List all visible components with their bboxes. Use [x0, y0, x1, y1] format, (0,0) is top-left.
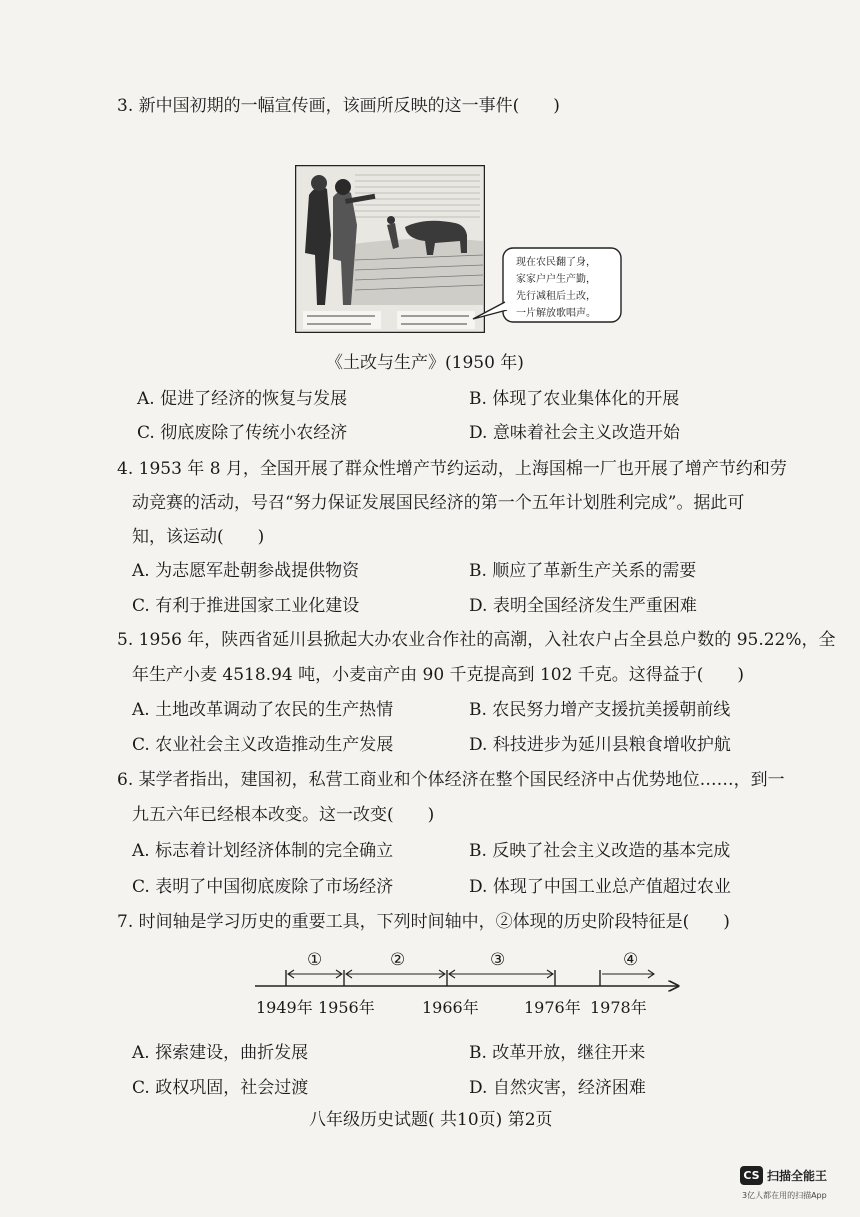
- timeline-segment-2: ②: [390, 950, 406, 970]
- q4-option-a[interactable]: A. 为志愿军赴朝参战提供物资: [132, 561, 360, 581]
- timeline-year: 1976年: [524, 998, 581, 1017]
- image-caption: 《土改与生产》(1950 年): [326, 353, 524, 373]
- q6-stem-line: 九五六年已经根本改变。这一改变( ): [132, 805, 435, 825]
- q4-option-d[interactable]: D. 表明全国经济发生严重困难: [469, 596, 697, 616]
- bubble-line: 先行减租后土改，: [516, 291, 596, 302]
- timeline-segment-3: ③: [490, 950, 506, 970]
- q6-stem-line: 6. 某学者指出，建国初，私营工商业和个体经济在整个国民经济中占优势地位……，到一: [117, 770, 785, 790]
- q7-stem: 7. 时间轴是学习历史的重要工具，下列时间轴中，②体现的历史阶段特征是( ): [117, 912, 730, 932]
- q5-stem-line: 年生产小麦 4518.94 吨，小麦亩产由 90 千克提高到 102 千克。这得益于( ): [132, 665, 745, 685]
- q6-option-b[interactable]: B. 反映了社会主义改造的基本完成: [469, 841, 731, 861]
- camscanner-logo: CS: [740, 1166, 763, 1185]
- timeline-year: 1978年: [590, 998, 647, 1017]
- timeline-year: 1966年: [422, 998, 479, 1017]
- q3-option-b[interactable]: B. 体现了农业集体化的开展: [469, 389, 680, 409]
- q5-stem-line: 5. 1956 年，陕西省延川县掀起大办农业合作社的高潮，入社农户占全县总户数的 95.22%，全: [117, 630, 836, 650]
- bubble-line: 家家户户生产勤，: [516, 274, 596, 285]
- q4-stem-line: 4. 1953 年 8 月，全国开展了群众性增产节约运动，上海国棉一厂也开展了增产节约和劳: [117, 459, 787, 479]
- q3-option-c[interactable]: C. 彻底废除了传统小农经济: [137, 423, 348, 443]
- watermark-tagline: 3亿人都在用的扫描App: [742, 1191, 827, 1200]
- q3-option-d[interactable]: D. 意味着社会主义改造开始: [469, 423, 680, 443]
- q7-option-b[interactable]: B. 改革开放，继往开来: [469, 1043, 646, 1063]
- q3-option-a[interactable]: A. 促进了经济的恢复与发展: [137, 389, 348, 409]
- watermark-brand: 扫描全能王: [767, 1169, 828, 1183]
- q7-option-a[interactable]: A. 探索建设，曲折发展: [132, 1043, 309, 1063]
- timeline-year: 1949年: [256, 998, 313, 1017]
- timeline-year: 1956年: [318, 998, 375, 1017]
- q5-option-d[interactable]: D. 科技进步为延川县粮食增收护航: [469, 735, 731, 755]
- q6-option-a[interactable]: A. 标志着计划经济体制的完全确立: [132, 841, 394, 861]
- q7-option-d[interactable]: D. 自然灾害，经济困难: [469, 1078, 646, 1098]
- bubble-line: 一片解放歌唱声。: [516, 308, 596, 319]
- q5-option-a[interactable]: A. 土地改革调动了农民的生产热情: [132, 700, 394, 720]
- page-footer: 八年级历史试题( 共10页) 第2页: [309, 1110, 553, 1130]
- timeline-segment-1: ①: [307, 950, 323, 970]
- q4-stem-line: 动竞赛的活动，号召“努力保证发展国民经济的第一个五年计划胜利完成”。据此可: [132, 493, 745, 513]
- q7-option-c[interactable]: C. 政权巩固，社会过渡: [132, 1078, 309, 1098]
- timeline-segment-4: ④: [623, 950, 639, 970]
- q3-stem: 3. 新中国初期的一幅宣传画，该画所反映的这一事件( ): [117, 96, 560, 116]
- q4-stem-line: 知，该运动( ): [132, 527, 265, 547]
- bubble-line: 现在农民翻了身，: [516, 257, 596, 268]
- q6-option-c[interactable]: C. 表明了中国彻底废除了市场经济: [132, 877, 394, 897]
- q4-option-b[interactable]: B. 顺应了革新生产关系的需要: [469, 561, 697, 581]
- q4-option-c[interactable]: C. 有利于推进国家工业化建设: [132, 596, 360, 616]
- q5-option-b[interactable]: B. 农民努力增产支援抗美援朝前线: [469, 700, 731, 720]
- q6-option-d[interactable]: D. 体现了中国工业总产值超过农业: [469, 877, 731, 897]
- q5-option-c[interactable]: C. 农业社会主义改造推动生产发展: [132, 735, 394, 755]
